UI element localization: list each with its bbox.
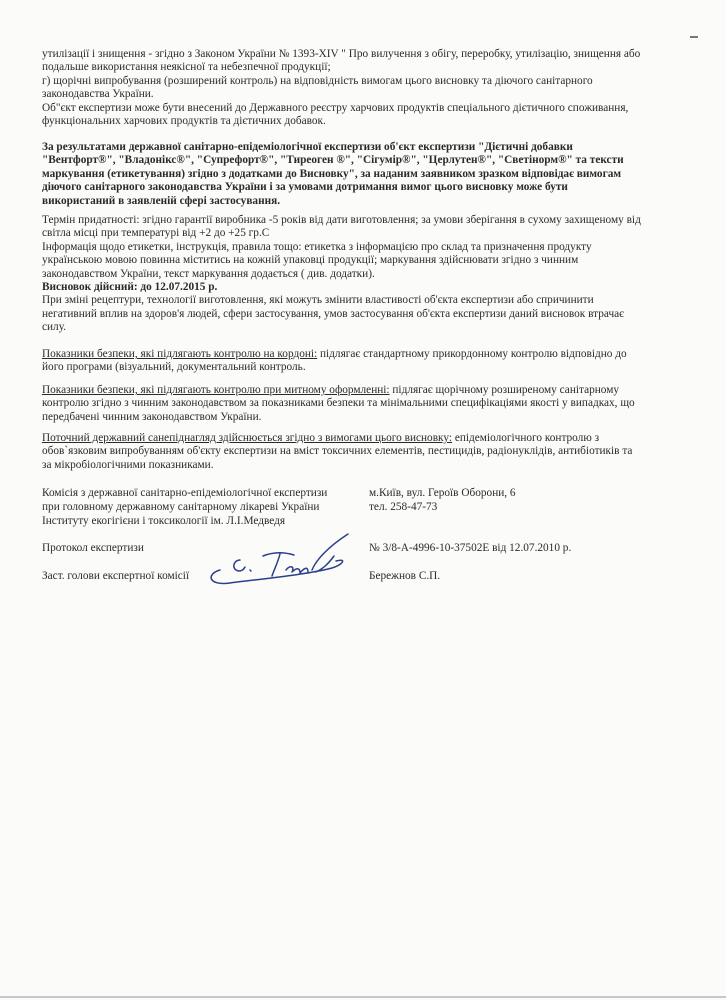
recipe-change-paragraph: При зміні рецептури, технології виготовлення, які можуть змінити властивості об'єкта експертизи або спричинити негативний вплив на здоров'я людей, сфери застосування, умов застосування об'єкта експертизи даний висновок втрачає силу. bbox=[42, 294, 624, 334]
commission-address: м.Київ, вул. Героїв Оборони, 6 bbox=[369, 487, 516, 499]
deputy-name: Бережнов С.П. bbox=[369, 570, 441, 582]
border-control-text: підлягає стандартному прикордонному контролю відповідно до його програми (візуальний, документальний контроль. bbox=[42, 348, 627, 374]
commission-phone: тел. 258-47-73 bbox=[369, 501, 438, 513]
commission-line-3: Інституту екогігієни і токсикології ім. Л.І.Медведя bbox=[42, 515, 286, 527]
customs-control-title: Показники безпеки, які підлягають контролю при митному оформленні: bbox=[42, 384, 390, 396]
border-control-paragraph bbox=[42, 348, 642, 375]
customs-control-paragraph bbox=[42, 384, 642, 424]
deputy-label: Заст. голови експертної комісії bbox=[42, 570, 190, 582]
shelf-life-paragraph: Термін придатності: згідно гарантії виробника -5 років від дати виготовлення; за умови зберігання в сухому захищеному від світла місці при температурі від +2 до +25 гр.С bbox=[42, 214, 641, 240]
conclusion-paragraph: За результатами державної санітарно-епідеміологічної експертизи об'єкт експертизи "Дієтичні добавки "Вентфорт®", "Владонікс®", "Супрефорт®", "Тиреоген ®", "Сігумір®", "Церлутен®", "Светінорм®" та тексти маркування (етикетування) згідно з додатками до Висновку", за наданим заявником зразком відповідає вимогам діючого санітарного законодавства України і за умовами дотримання вимог цього висновку може бути використаний в заявленій сфері застосування. bbox=[42, 141, 624, 207]
protocol-label: Протокол експертизи bbox=[42, 542, 144, 554]
edge-mark bbox=[690, 36, 698, 38]
commission-line-2: при головному державному санітарному лікареві України bbox=[42, 501, 320, 513]
signature-text: С. Бер bbox=[244, 560, 292, 576]
border-control-title: Показники безпеки, які підлягають контролю на кордоні: bbox=[42, 348, 318, 360]
paragraph-registry: Об"єкт експертизи може бути внесений до Державного реєстру харчових продуктів спеціального дієтичного споживання, функціональних харчових продуктів та дієтичних добавок. bbox=[42, 101, 629, 128]
supervision-paragraph bbox=[42, 432, 642, 472]
commission-line-1: Комісія з державної санітарно-епідеміологічної експертизи bbox=[42, 487, 328, 499]
handwritten-signature bbox=[200, 530, 360, 592]
validity-line: Висновок дійсний: до 12.07.2015 р. bbox=[42, 281, 218, 294]
text-block-top bbox=[42, 48, 642, 128]
bottom-scan-edge bbox=[0, 996, 726, 998]
text-block-middle bbox=[42, 214, 642, 335]
paragraph-annual-tests: г) щорічні випробування (розширений контроль) на відповідність вимогам цього висновку та діючого санітарного законодавства України. bbox=[42, 74, 593, 101]
supervision-text: епідеміологічного контролю з обов`язковим випробуванням об'єкту експертизи на вміст токсичних елементів, пестицидів, радіонуклідів, антибіотиків та за мікробіологічними показниками. bbox=[42, 432, 633, 471]
supervision-title: Поточний державний санепіднагляд здійснюється згідно з вимогами цього висновку: bbox=[42, 432, 453, 444]
label-info-paragraph: Інформація щодо етикетки, інструкція, правила тощо: етикетка з інформацією про склад та призначення продукту українською мовою повинна міститись на кожній упаковці продукції; маркування здійснювати згідно з чинним законодавством України, текст маркування додається ( див. додатки). bbox=[42, 240, 592, 280]
paragraph-disposal: утилізації і знищення - згідно з Законом України № 1393-XIV " Про вилучення з обігу, переробку, утилізацію, знищення або подальше використання неякісної та небезпечної продукції; bbox=[42, 48, 641, 74]
customs-control-text: підлягає щорічному розширеному санітарному контролю згідно з чинним законодавством за показниками безпеки та мінімальними специфікаціями якості у випадках, що передбачені чинним законодавством України. bbox=[42, 384, 635, 423]
protocol-number: № 3/8-А-4996-10-37502Е від 12.07.2010 р. bbox=[369, 542, 572, 554]
